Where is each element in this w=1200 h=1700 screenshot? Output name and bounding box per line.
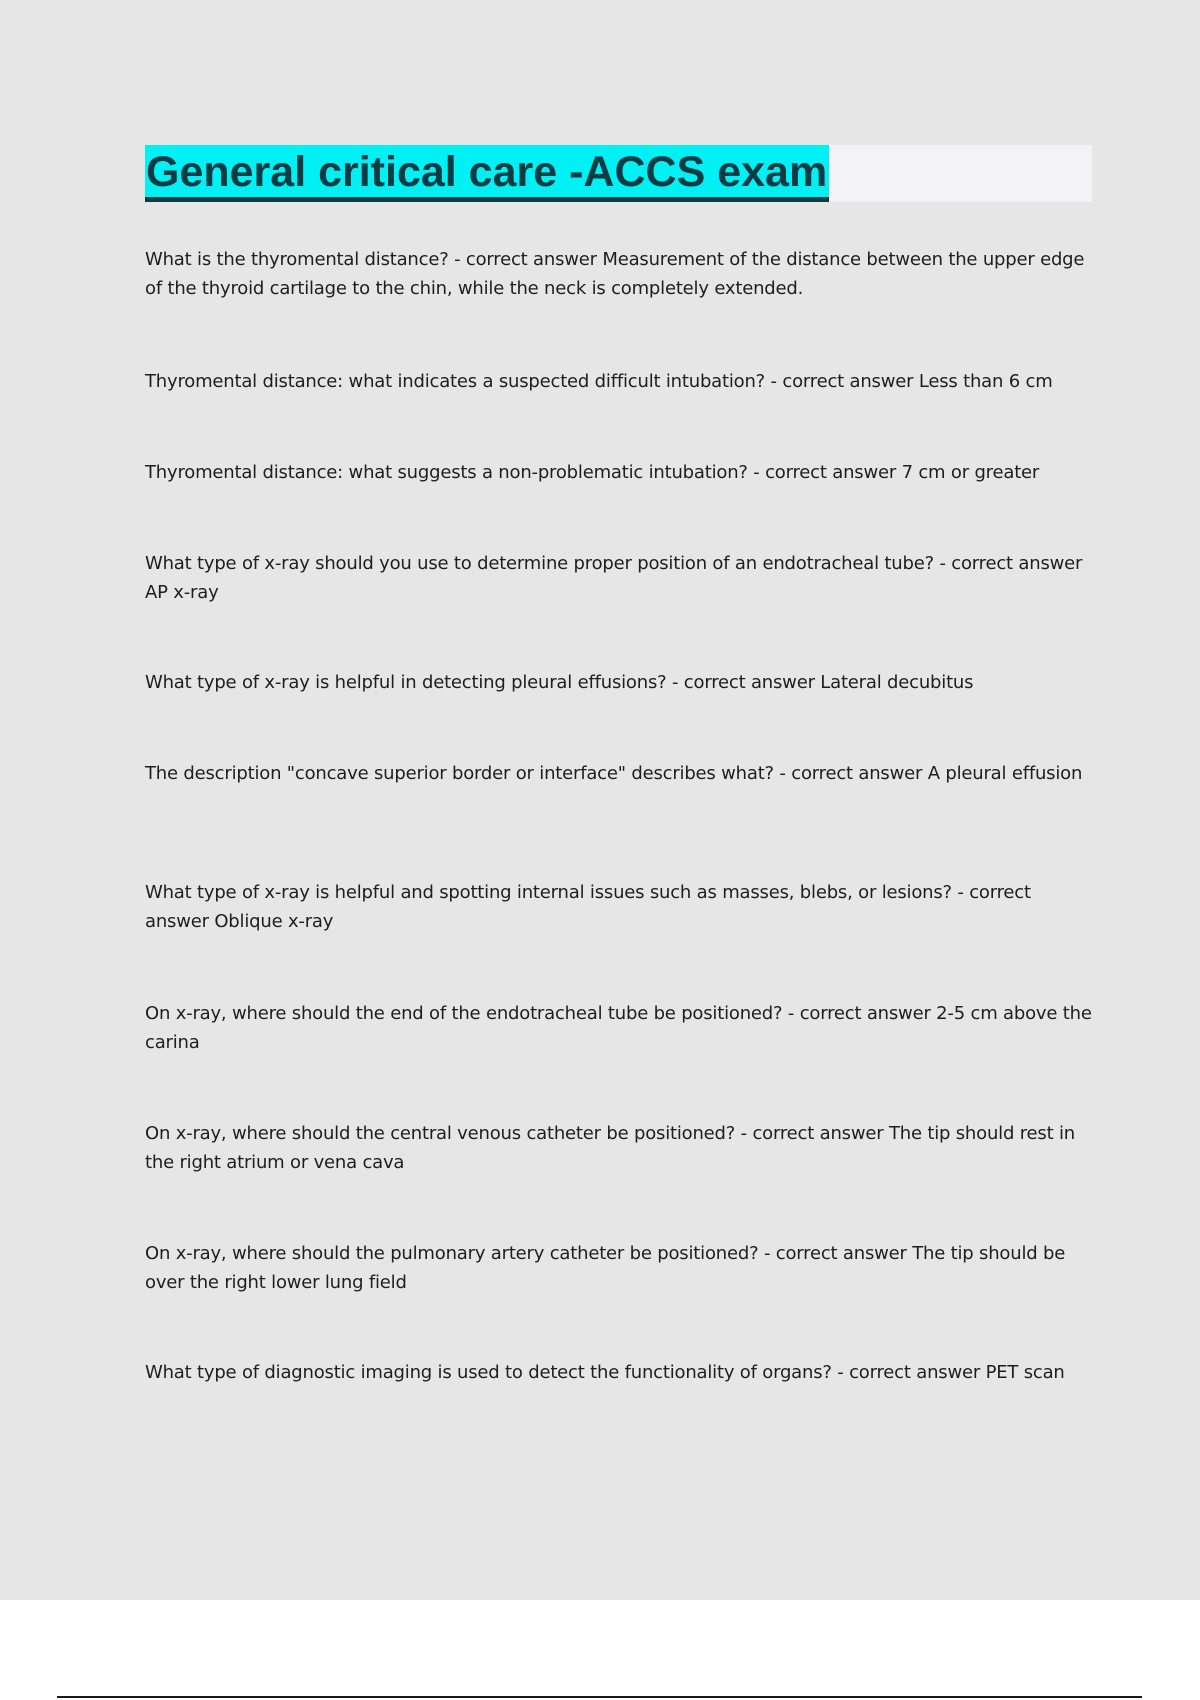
qa-item-pleural-effusion-xray: What type of x-ray is helpful in detecting pleural effusions? - correct answer Lateral decubitus <box>145 672 974 693</box>
qa-item-thyromental-definition: What is the thyromental distance? - correct answer Measurement of the distance between the upper edge of the thyroid cartilage to the chin, while the neck is completely extended. <box>145 249 1085 299</box>
qa-item-endotracheal-xray: What type of x-ray should you use to determine proper position of an endotracheal tube? - correct answer AP x-ray <box>145 553 1083 603</box>
qa-item-non-problematic-intubation: Thyromental distance: what suggests a non-problematic intubation? - correct answer 7 cm or greater <box>145 462 1040 483</box>
qa-item-pet-scan: What type of diagnostic imaging is used to detect the functionality of organs? - correct answer PET scan <box>145 1362 1065 1383</box>
qa-item-oblique-xray: What type of x-ray is helpful and spotting internal issues such as masses, blebs, or lesions? - correct answer Oblique x-ray <box>145 882 1031 932</box>
title-band <box>145 145 1092 202</box>
qa-item-difficult-intubation: Thyromental distance: what indicates a suspected difficult intubation? - correct answer Less than 6 cm <box>145 371 1053 392</box>
document-title: General critical care -ACCS exam <box>146 148 828 196</box>
qa-item-endotracheal-position: On x-ray, where should the end of the endotracheal tube be positioned? - correct answer 2-5 cm above the carina <box>145 1003 1092 1053</box>
qa-item-concave-border: The description "concave superior border or interface" describes what? - correct answer A pleural effusion <box>145 763 1083 784</box>
qa-item-pulmonary-artery-catheter: On x-ray, where should the pulmonary artery catheter be positioned? - correct answer The tip should be over the right lower lung field <box>145 1243 1066 1293</box>
title-highlight <box>145 145 829 202</box>
footer-rule <box>57 1696 1142 1698</box>
qa-item-central-venous-catheter: On x-ray, where should the central venous catheter be positioned? - correct answer The tip should rest in the right atrium or vena cava <box>145 1123 1075 1173</box>
